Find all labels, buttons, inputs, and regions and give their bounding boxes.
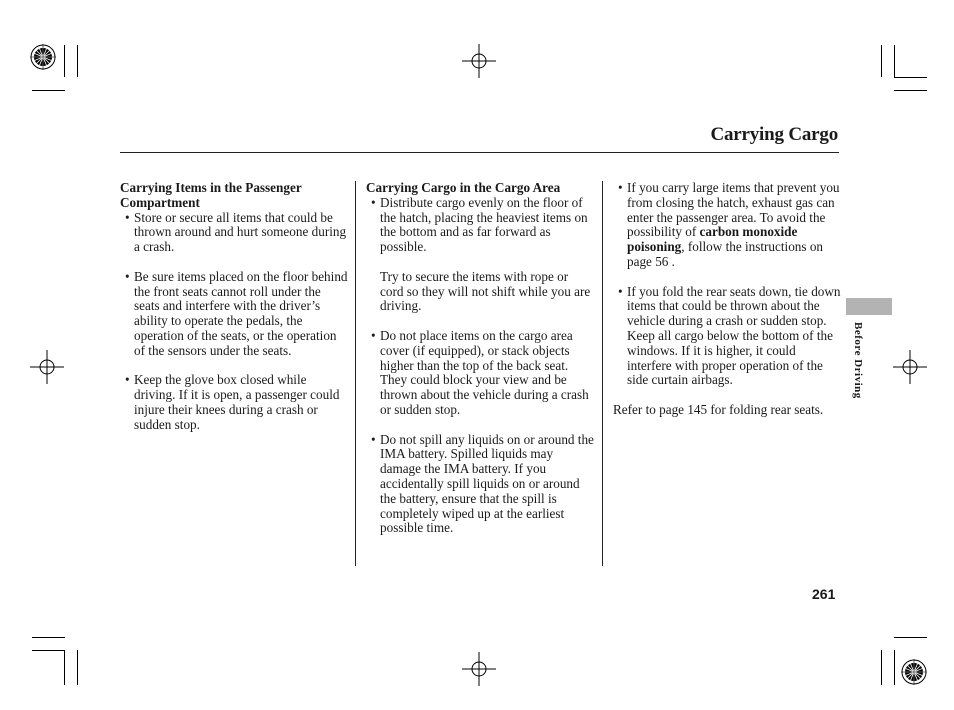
column-divider [355, 181, 356, 566]
starburst-target-icon [901, 659, 927, 685]
list-item [366, 433, 594, 537]
column-large-items [613, 181, 841, 418]
section-heading: Carrying Items in the Passenger Compartment [120, 180, 302, 210]
registration-target-icon [462, 652, 496, 686]
list-item-text: Distribute cargo evenly on the floor of the hatch, placing the heaviest items on the bottom and as far forward as possible. [380, 194, 588, 255]
bullet-icon: • [125, 372, 130, 388]
list-item-text: Keep the glove box closed while driving. If it is open, a passenger could injure their knees during a crash or sudden stop. [134, 372, 340, 432]
bullet-icon: • [371, 431, 376, 447]
column-cargo-area [366, 181, 594, 536]
column-divider [602, 181, 603, 566]
title-rule [120, 152, 839, 153]
list-item-text: Be sure items placed on the floor behind the front seats cannot roll under the seats and interfere with the driver’s ability to operate the pedals, the operation of the seats, or the operation of the sensors under the seats. [134, 268, 348, 358]
bullet-icon: • [371, 327, 376, 343]
list-item [120, 270, 348, 359]
paragraph: Refer to page 145 for folding rear seats. [613, 401, 824, 417]
list-item [366, 329, 594, 418]
bullet-icon: • [125, 209, 130, 225]
registration-target-icon [462, 44, 496, 78]
starburst-target-icon [30, 44, 56, 70]
paragraph: Try to secure the items with rope or cord so they will not shift while you are driving. [380, 268, 591, 314]
bullet-icon: • [371, 194, 376, 210]
section-heading: Carrying Cargo in the Cargo Area [366, 180, 561, 195]
warning-term: carbon monoxide poisoning [627, 224, 798, 255]
registration-target-icon [893, 350, 927, 384]
bullet-icon: • [618, 283, 623, 299]
bullet-icon: • [125, 268, 130, 284]
page-number: 261 [812, 586, 836, 602]
list-item [366, 196, 594, 255]
section-tab-label: Before Driving [852, 322, 864, 399]
registration-target-icon [30, 350, 64, 384]
bullet-icon: • [618, 180, 623, 195]
list-item-text: , follow the instructions on page 56 . [627, 239, 824, 269]
list-item-text: Do not place items on the cargo area cover (if equipped), or stack objects higher than the top of the back seat. They could block your view and be thrown about the vehicle during a crash or sudden stop. [380, 327, 589, 417]
list-item [120, 373, 348, 432]
list-item-text: If you carry large items that prevent you from closing the hatch, exhaust gas can enter the passenger area. To avoid the possibility of [627, 180, 840, 240]
list-item [120, 211, 348, 255]
list-item-text: Store or secure all items that could be thrown around and hurt someone during a crash. [134, 209, 347, 255]
list-item-text: Do not spill any liquids on or around the IMA battery. Spilled liquids may damage the IMA battery. If you accidentally spill liquids on or around the battery, ensure that the spill is completely wiped up at the earliest possible time. [380, 431, 594, 536]
column-passenger-compartment [120, 181, 348, 433]
section-tab [846, 298, 892, 315]
list-item [613, 285, 841, 389]
list-item [613, 181, 841, 270]
list-item-text: If you fold the rear seats down, tie down items that could be thrown about the vehicle during a crash or sudden stop. Keep all cargo below the bottom of the windows. If it is higher, it could interfere with proper operation of the side curtain airbags. [627, 283, 841, 388]
page-title: Carrying Cargo [710, 124, 838, 145]
